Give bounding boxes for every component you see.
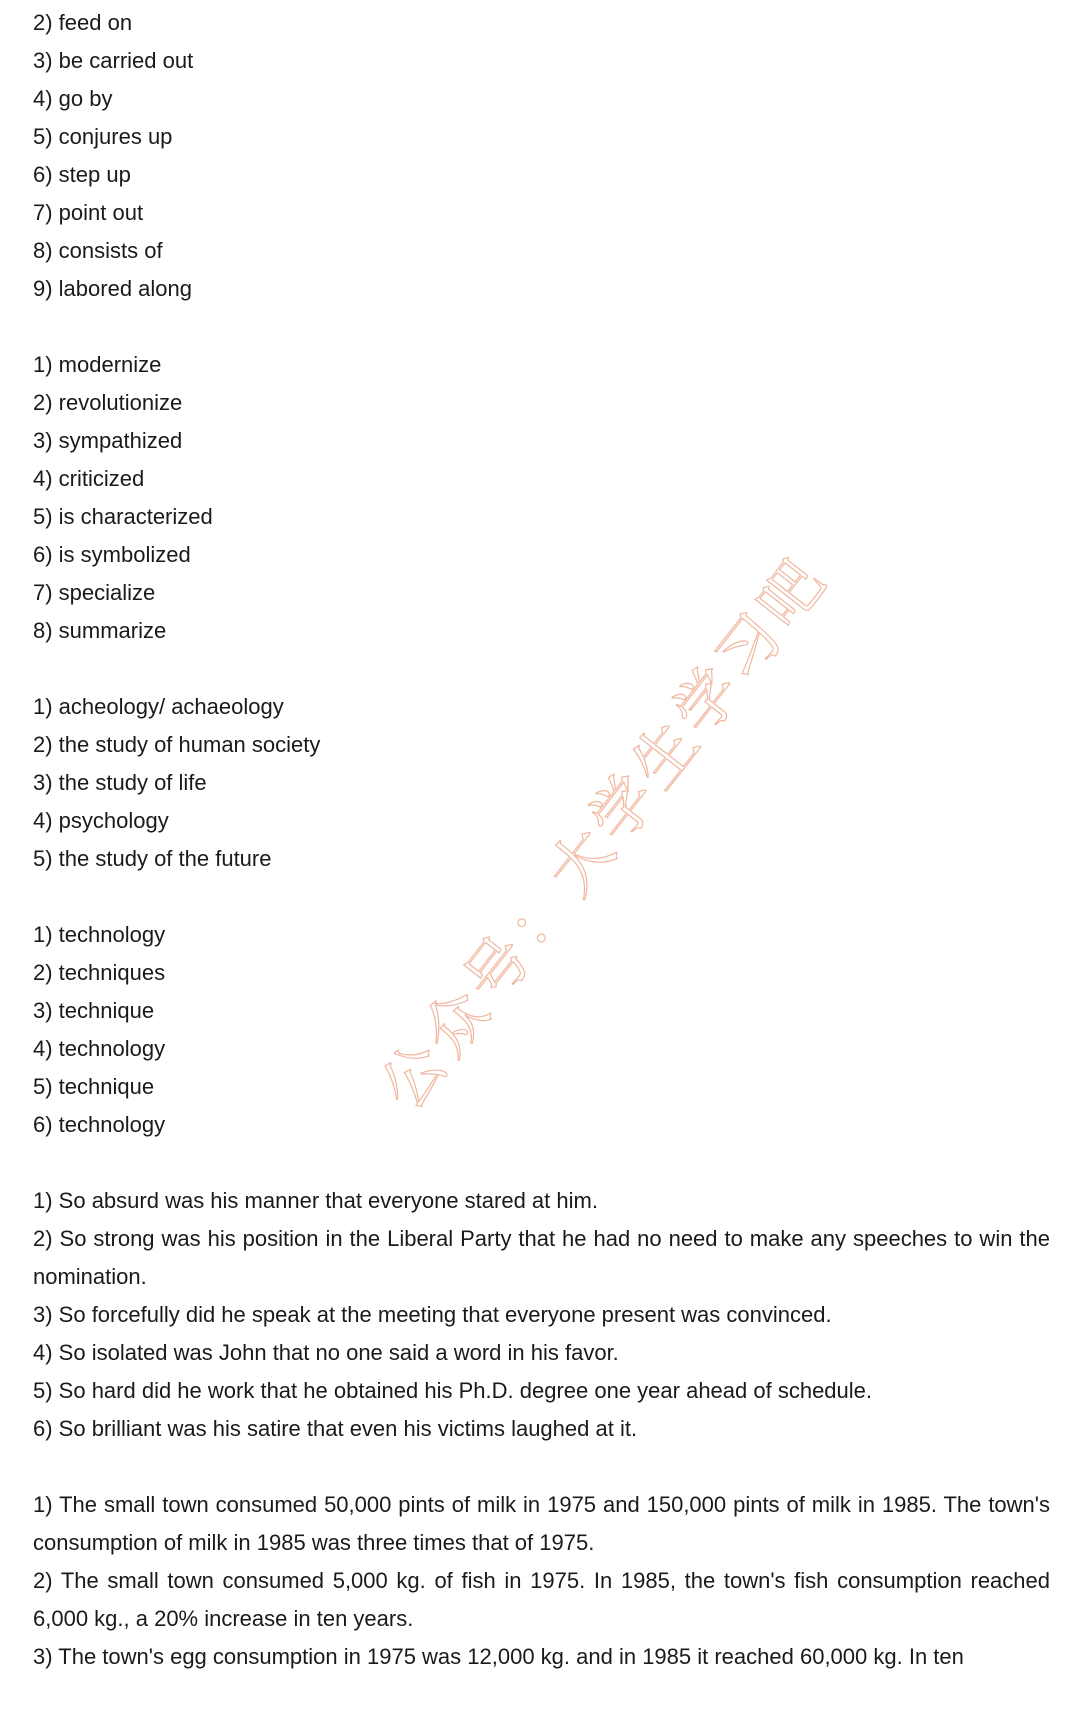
answer-item: 3) the study of life xyxy=(33,770,207,795)
answer-item: 2) feed on xyxy=(33,10,133,35)
answer-item: 6) is symbolized xyxy=(33,542,191,567)
answer-sentence: 5) So hard did he work that he obtained his Ph.D. degree one year ahead of schedule. xyxy=(33,1378,873,1403)
answer-item: 5) conjures up xyxy=(33,124,173,149)
answer-item: 3) sympathized xyxy=(33,428,183,453)
section-gap xyxy=(33,308,1050,346)
answer-item: 3) be carried out xyxy=(33,48,194,73)
answer-item: 8) summarize xyxy=(33,618,167,643)
answer-item: 4) go by xyxy=(33,86,113,111)
answer-item: 9) labored along xyxy=(33,276,193,301)
answer-item: 5) is characterized xyxy=(33,504,213,529)
answer-item: 2) revolutionize xyxy=(33,390,183,415)
answer-sentence: 6) So brilliant was his satire that even his victims laughed at it. xyxy=(33,1416,638,1441)
answer-item: 3) technique xyxy=(33,998,155,1023)
answer-item: 8) consists of xyxy=(33,238,163,263)
answer-list-consumption-sentences xyxy=(33,1486,1050,1676)
section-gap xyxy=(33,1448,1050,1486)
answer-item: 5) technique xyxy=(33,1074,155,1099)
answer-item: 7) point out xyxy=(33,200,144,225)
answer-item: 2) techniques xyxy=(33,960,166,985)
answer-sentence: 1) So absurd was his manner that everyone stared at him. xyxy=(33,1188,598,1213)
answer-list-ology xyxy=(33,688,1050,878)
answer-item: 6) step up xyxy=(33,162,131,187)
answer-item: 5) the study of the future xyxy=(33,846,272,871)
answer-sentence: 3) So forcefully did he speak at the meeting that everyone present was convinced. xyxy=(33,1302,832,1327)
section-gap xyxy=(33,650,1050,688)
answer-sentence: 3) The town's egg consumption in 1975 was 12,000 kg. and in 1985 it reached 60,000 kg. In ten xyxy=(33,1644,964,1669)
watermark-text: 公众号：大学生学习吧 xyxy=(365,542,843,1123)
answer-sentence: 4) So isolated was John that no one said a word in his favor. xyxy=(33,1340,619,1365)
section-gap xyxy=(33,878,1050,916)
answer-item: 2) the study of human society xyxy=(33,732,321,757)
answer-item: 4) psychology xyxy=(33,808,169,833)
answer-sentence: 2) The small town consumed 5,000 kg. of fish in 1975. In 1985, the town's fish consumption reached 6,000 kg., a 20% increase in ten years. xyxy=(33,1568,1050,1631)
answer-key-content xyxy=(33,4,1050,1676)
answer-sentence: 2) So strong was his position in the Liberal Party that he had no need to make any speeches to win the nomination. xyxy=(33,1226,1050,1289)
answer-item: 7) specialize xyxy=(33,580,156,605)
answer-list-technology xyxy=(33,916,1050,1144)
answer-item: 4) criticized xyxy=(33,466,145,491)
answer-list-ize-verbs xyxy=(33,346,1050,650)
answer-item: 1) technology xyxy=(33,922,166,947)
answer-list-inversion-sentences xyxy=(33,1182,1050,1448)
answer-list-phrasal-verbs xyxy=(33,4,1050,308)
answer-item: 1) acheology/ achaeology xyxy=(33,694,284,719)
section-gap xyxy=(33,1144,1050,1182)
answer-item: 6) technology xyxy=(33,1112,166,1137)
answer-item: 4) technology xyxy=(33,1036,166,1061)
answer-item: 1) modernize xyxy=(33,352,162,377)
answer-sentence: 1) The small town consumed 50,000 pints of milk in 1975 and 150,000 pints of milk in 1985. The town's consumption of milk in 1985 was three times that of 1975. xyxy=(33,1492,1050,1555)
